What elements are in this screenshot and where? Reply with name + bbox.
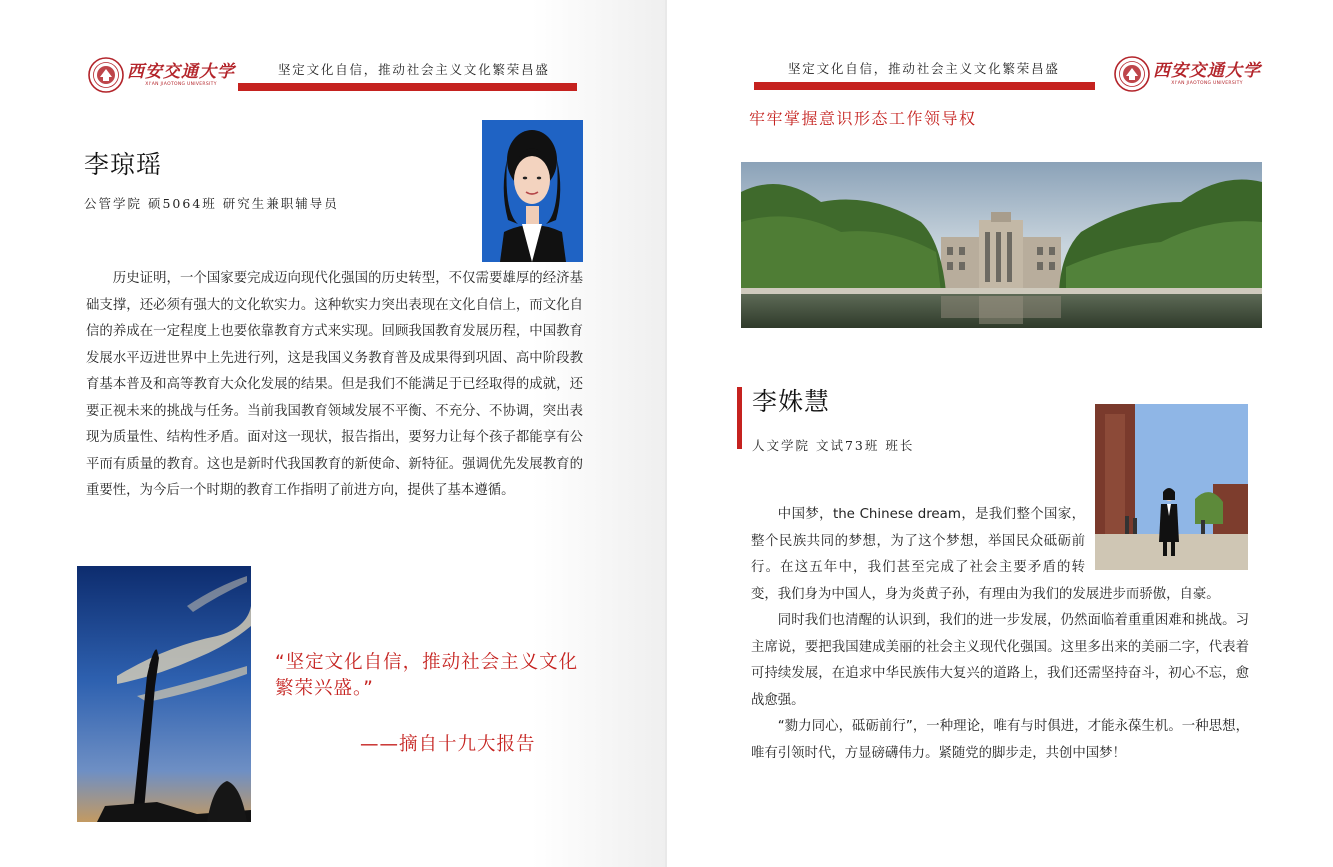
- university-logo: [1114, 56, 1261, 92]
- header-slogan: 坚定文化自信，推动社会主义文化繁荣昌盛: [788, 61, 1060, 76]
- quote-source: ——摘自十九大报告: [360, 734, 536, 755]
- profile-subtitle: 人文学院 文试73班 班长: [752, 438, 915, 453]
- university-name-en: XI'AN JIAOTONG UNIVERSITY: [1171, 81, 1243, 86]
- left-article: [86, 266, 583, 505]
- header-red-bar: [238, 83, 577, 91]
- right-article-paragraph-1: 中国梦，the Chinese dream，是我们整个国家，整个民族共同的梦想，为了这个梦想，举国民众砥砺前行。在这五年中，我们甚至完成了社会主要矛盾的转变，我们身为中国人，身为炎黄子孙，有理由为我们的发展进步而骄傲，自豪。: [751, 507, 1220, 602]
- university-name-cn: 西安交通大学: [127, 62, 235, 82]
- university-seal-icon: [88, 57, 124, 93]
- left-page: [0, 0, 665, 867]
- university-logo: [88, 57, 235, 93]
- portrait-photo: [482, 120, 583, 262]
- quote-text: “坚定文化自信，推动社会主义文化繁荣兴盛。”: [275, 652, 579, 699]
- monument-photo: [77, 566, 251, 822]
- section-title: 牢牢掌握意识形态工作领导权: [749, 109, 977, 128]
- university-name-cn: 西安交通大学: [1153, 61, 1261, 81]
- profile-subtitle: 公管学院 硕5064班 研究生兼职辅导员: [84, 196, 339, 211]
- profile-name: 李姝慧: [752, 387, 831, 416]
- university-seal-icon: [1114, 56, 1150, 92]
- right-article-paragraph-3: “勠力同心，砥砺前行”，一种理论，唯有与时俱进，才能永葆生机。一种思想，唯有引领时代，方显磅礴伟力。紧随党的脚步走，共创中国梦！: [751, 719, 1249, 761]
- header-slogan: 坚定文化自信，推动社会主义文化繁荣昌盛: [278, 62, 550, 77]
- header-red-bar: [754, 82, 1095, 90]
- left-article-paragraph: 历史证明，一个国家要完成迈向现代化强国的历史转型，不仅需要雄厚的经济基础支撑，还必须有强大的文化软实力。这种软实力突出表现在文化自信上，而文化自信的养成在一定程度上也要依靠教育方式来实现。回顾我国教育发展历程，中国教育发展水平迈进世界中上先进行列，这是我国义务教育普及成果得到巩固、高中阶段教育基本普及和高等教育大众化发展的结果。但是我们不能满足于已经取得的成就，还要正视未来的挑战与任务。当前我国教育领域发展不平衡、不充分、不协调，突出表现为质量性、结构性矛盾。面对这一现状，报告指出，要努力让每个孩子都能享有公平而有质量的教育。这也是新时代我国教育的新使命、新特征。强调优先发展教育的重要性，为今后一个时期的教育工作指明了前进方向，提供了基本遵循。: [86, 271, 583, 498]
- right-page: [667, 0, 1333, 867]
- university-name-en: XI'AN JIAOTONG UNIVERSITY: [145, 82, 217, 87]
- right-article: [751, 502, 1249, 767]
- profile-accent-bar: [737, 387, 742, 449]
- campus-photo: [741, 162, 1262, 328]
- profile-name: 李琼瑶: [84, 150, 163, 179]
- right-article-paragraph-2: 同时我们也清醒的认识到，我们的进一步发展，仍然面临着重重困难和挑战。习主席说，要把我国建成美丽的社会主义现代化强国。这里多出来的美丽二字，代表着可持续发展，在追求中华民族伟大复兴的道路上，我们还需坚持奋斗，初心不忘，愈战愈强。: [751, 613, 1249, 708]
- photo-wrap-spacer: [1085, 502, 1249, 568]
